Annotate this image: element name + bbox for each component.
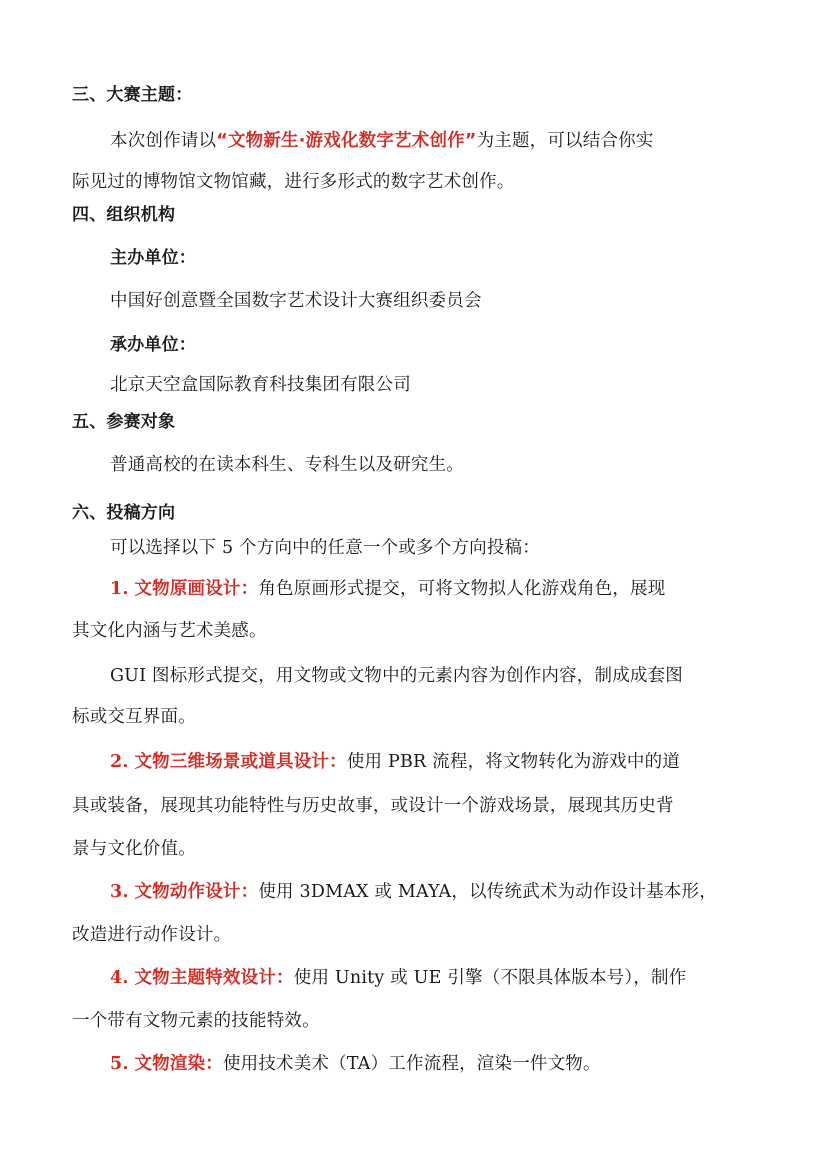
direction-1-title: 文物原画设计： xyxy=(134,579,259,599)
direction-2-text: 使用 PBR 流程，将文物转化为游戏中的道 xyxy=(346,752,680,772)
section-3-heading: 三、大赛主题： xyxy=(72,85,193,105)
organizer-label: 承办单位： xyxy=(110,335,196,355)
theme-tail-text: 为主题，可以结合你实 xyxy=(476,131,654,151)
direction-5-title: 文物渲染： xyxy=(134,1054,223,1074)
direction-2-title: 文物三维场景或道具设计： xyxy=(134,752,347,772)
direction-2-line-2: 具或装备，展现其功能特性与历史故事，或设计一个游戏场景，展现其历史背 xyxy=(72,796,674,816)
section-6-heading: 六、投稿方向 xyxy=(72,503,176,523)
direction-3-line-2: 改造进行动作设计。 xyxy=(72,925,232,945)
direction-5-text: 使用技术美术（TA）工作流程，渲染一件文物。 xyxy=(222,1054,601,1074)
section-5-heading: 五、参赛对象 xyxy=(72,412,176,432)
direction-4-text: 使用 Unity 或 UE 引擎（不限具体版本号），制作 xyxy=(293,968,687,988)
direction-3-text: 使用 3DMAX 或 MAYA，以传统武术为动作设计基本形， xyxy=(258,882,717,902)
direction-1-line-1 xyxy=(110,578,665,600)
direction-5-number: 5. xyxy=(110,1054,129,1074)
theme-title-highlight: “文物新生·游戏化数字艺术创作” xyxy=(216,131,477,151)
direction-4-title: 文物主题特效设计： xyxy=(134,968,294,988)
theme-paragraph-line-2: 际见过的博物馆文物馆藏，进行多形式的数字艺术创作。 xyxy=(72,172,515,192)
host-label: 主办单位： xyxy=(110,248,196,268)
direction-4-line-2: 一个带有文物元素的技能特效。 xyxy=(72,1011,320,1031)
direction-2-line-3: 景与文化价值。 xyxy=(72,839,196,859)
direction-3-line-1 xyxy=(110,881,717,903)
direction-3-number: 3. xyxy=(110,882,129,902)
direction-1-text: 角色原画形式提交，可将文物拟人化游戏角色，展现 xyxy=(258,579,666,599)
direction-1-number: 1. xyxy=(110,579,129,599)
direction-1-line-2: 其文化内涵与艺术美感。 xyxy=(72,621,267,641)
direction-2-number: 2. xyxy=(110,752,129,772)
theme-intro-text: 本次创作请以 xyxy=(110,131,217,151)
section-4-heading: 四、组织机构 xyxy=(72,205,176,225)
gui-line-2: 标或交互界面。 xyxy=(72,707,196,727)
direction-3-title: 文物动作设计： xyxy=(134,882,259,902)
theme-paragraph-line-1 xyxy=(110,130,654,152)
gui-line-1: GUI 图标形式提交，用文物或文物中的元素内容为创作内容，制成成套图 xyxy=(110,666,684,686)
direction-5-line-1 xyxy=(110,1053,601,1075)
direction-2-line-1 xyxy=(110,751,680,773)
participants-text: 普通高校的在读本科生、专科生以及研究生。 xyxy=(110,455,464,475)
organizer-organization: 北京天空盒国际教育科技集团有限公司 xyxy=(110,375,411,395)
submission-intro: 可以选择以下 5 个方向中的任意一个或多个方向投稿： xyxy=(110,538,540,558)
direction-4-line-1 xyxy=(110,967,686,989)
host-organization: 中国好创意暨全国数字艺术设计大赛组织委员会 xyxy=(110,291,482,311)
direction-4-number: 4. xyxy=(110,968,129,988)
